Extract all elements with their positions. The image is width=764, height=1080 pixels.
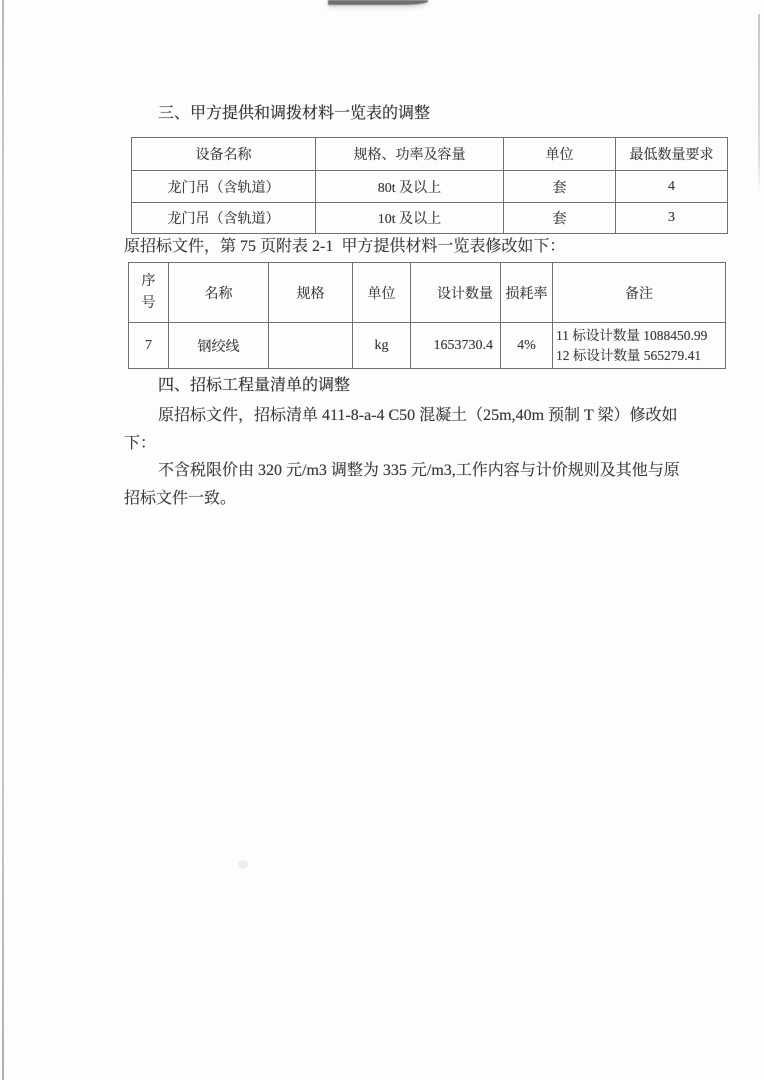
paragraph-price-line-1: 不含税限价由 320 元/m3 调整为 335 元/m3,工作内容与计价规则及其他与原 xyxy=(158,462,680,479)
paragraph-amendment-note: 原招标文件，第 75 页附表 2-1 甲方提供材料一览表修改如下： xyxy=(124,238,566,255)
col-header-spec: 规格 xyxy=(269,263,353,323)
table-row xyxy=(132,171,728,203)
remark-line-1: 11 标设计数量 1088450.99 xyxy=(556,327,708,343)
section-3-heading: 三、甲方提供和调拨材料一览表的调整 xyxy=(158,105,431,122)
paragraph-boq-line-1: 原招标文件，招标清单 411-8-a-4 C50 混凝土（25m,40m 预制 T 梁）修改如 xyxy=(158,407,678,424)
cell-equipment-name: 龙门吊（含轨道） xyxy=(132,171,316,203)
scan-artifact-left-edge-line xyxy=(2,0,4,1080)
col-header-min-quantity: 最低数量要求 xyxy=(616,138,728,171)
cell-remark xyxy=(553,323,726,369)
cell-spec: 80t 及以上 xyxy=(316,171,504,203)
cell-min-quantity: 3 xyxy=(616,203,728,234)
cell-seq-no: 7 xyxy=(129,323,169,369)
col-header-equipment-name: 设备名称 xyxy=(132,138,316,171)
cell-equipment-name: 龙门吊（含轨道） xyxy=(132,203,316,234)
cell-unit: 套 xyxy=(504,171,616,203)
col-header-loss-rate: 损耗率 xyxy=(501,263,553,323)
equipment-materials-table xyxy=(131,137,728,234)
cell-spec xyxy=(269,323,353,369)
cell-loss-rate: 4% xyxy=(501,323,553,369)
col-header-name: 名称 xyxy=(169,263,269,323)
cell-spec: 10t 及以上 xyxy=(316,203,504,234)
paragraph-boq-line-2: 下： xyxy=(124,435,157,452)
remark-line-2: 12 标设计数量 565279.41 xyxy=(556,347,702,363)
equipment-table-header-row xyxy=(132,138,728,171)
cell-unit: 套 xyxy=(504,203,616,234)
col-header-remark: 备注 xyxy=(553,263,726,323)
col-header-seq-no xyxy=(129,263,169,323)
col-header-spec-power-capacity: 规格、功率及容量 xyxy=(316,138,504,171)
table-row xyxy=(129,323,726,369)
scan-artifact-right-edge-line xyxy=(758,14,760,194)
col-header-design-quantity: 设计数量 xyxy=(411,263,501,323)
supplied-materials-table xyxy=(128,262,726,369)
cell-name: 钢绞线 xyxy=(169,323,269,369)
cell-design-quantity: 1653730.4 xyxy=(411,323,501,369)
section-4-heading: 四、招标工程量清单的调整 xyxy=(158,377,351,394)
col-header-unit: 单位 xyxy=(504,138,616,171)
materials-table-header-row xyxy=(129,263,726,323)
cell-min-quantity: 4 xyxy=(616,171,728,203)
scan-artifact-faint-dot xyxy=(238,860,248,869)
table-row xyxy=(132,203,728,234)
seq-no-label: 序号 xyxy=(141,273,156,311)
scan-artifact-top-smudge xyxy=(328,0,428,5)
col-header-unit: 单位 xyxy=(353,263,411,323)
paragraph-price-line-2: 招标文件一致。 xyxy=(124,490,237,507)
cell-unit: kg xyxy=(353,323,411,369)
